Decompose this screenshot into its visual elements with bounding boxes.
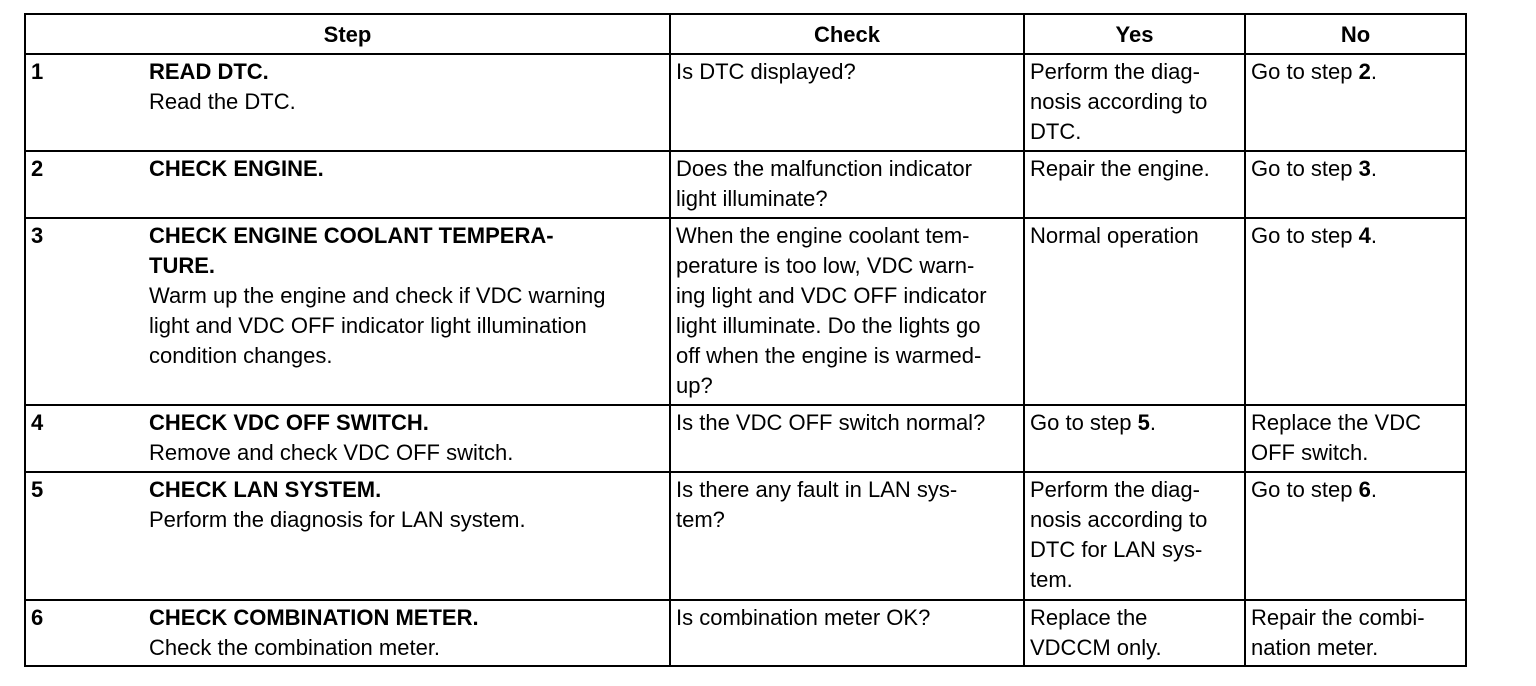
check-text: Is combination meter OK? <box>676 605 931 630</box>
no-text-prefix: Go to step <box>1251 223 1359 248</box>
check-text: Is DTC displayed? <box>676 59 856 84</box>
table-row <box>25 472 1466 600</box>
yes-text-prefix: Go to step <box>1030 410 1138 435</box>
step-title: READ DTC. <box>149 59 269 84</box>
no-text-suffix: . <box>1370 59 1377 84</box>
yes-text: Normal operation <box>1030 223 1199 248</box>
step-cell <box>145 54 670 151</box>
diagnosis-table <box>24 13 1467 667</box>
step-cell <box>145 151 670 218</box>
step-number: 6 <box>25 600 145 666</box>
step-title: CHECK VDC OFF SWITCH. <box>149 410 429 435</box>
no-cell <box>1245 600 1466 666</box>
step-description: Check the combination meter. <box>149 635 441 660</box>
yes-cell <box>1024 600 1245 666</box>
check-cell <box>670 151 1024 218</box>
table-row <box>25 151 1466 218</box>
check-text: Does the malfunction indicator light illuminate? <box>676 156 972 211</box>
step-cell <box>145 405 670 472</box>
yes-cell <box>1024 54 1245 151</box>
no-cell <box>1245 218 1466 405</box>
check-cell <box>670 54 1024 151</box>
yes-text: Perform the diag- nosis according to DTC for LAN sys- tem. <box>1030 477 1208 592</box>
step-cell <box>145 600 670 666</box>
header-step: Step <box>25 14 670 54</box>
step-number: 3 <box>25 218 145 405</box>
no-text-suffix: . <box>1370 223 1377 248</box>
table-row <box>25 600 1466 666</box>
yes-text-suffix: . <box>1149 410 1156 435</box>
no-text: Repair the combi- nation meter. <box>1251 605 1425 660</box>
check-cell <box>670 405 1024 472</box>
step-description: Perform the diagnosis for LAN system. <box>149 507 526 532</box>
no-text: Replace the VDC OFF switch. <box>1251 410 1421 465</box>
no-text-prefix: Go to step <box>1251 156 1359 181</box>
check-text: Is the VDC OFF switch normal? <box>676 410 986 435</box>
no-cell <box>1245 151 1466 218</box>
yes-step-ref: 5 <box>1137 410 1150 435</box>
check-cell <box>670 472 1024 600</box>
step-number: 1 <box>25 54 145 151</box>
no-text-suffix: . <box>1370 156 1377 181</box>
step-cell <box>145 472 670 600</box>
no-step-ref: 6 <box>1358 477 1371 502</box>
step-number: 4 <box>25 405 145 472</box>
table-row <box>25 54 1466 151</box>
table-row <box>25 218 1466 405</box>
step-cell <box>145 218 670 405</box>
no-text-prefix: Go to step <box>1251 477 1359 502</box>
table-row <box>25 405 1466 472</box>
no-step-ref: 2 <box>1358 59 1371 84</box>
no-cell <box>1245 472 1466 600</box>
step-title: CHECK ENGINE COOLANT TEMPERA- TURE. <box>149 223 554 278</box>
header-yes: Yes <box>1024 14 1245 54</box>
no-text-suffix: . <box>1370 477 1377 502</box>
yes-text: Perform the diag- nosis according to DTC. <box>1030 59 1208 144</box>
step-description: Remove and check VDC OFF switch. <box>149 440 514 465</box>
yes-cell <box>1024 151 1245 218</box>
step-title: CHECK ENGINE. <box>149 156 324 181</box>
no-step-ref: 4 <box>1358 223 1371 248</box>
step-title: CHECK COMBINATION METER. <box>149 605 479 630</box>
yes-text: Replace the VDCCM only. <box>1030 605 1162 660</box>
yes-cell <box>1024 472 1245 600</box>
check-cell <box>670 218 1024 405</box>
check-cell <box>670 600 1024 666</box>
check-text: Is there any fault in LAN sys- tem? <box>676 477 958 532</box>
step-number: 2 <box>25 151 145 218</box>
yes-text: Repair the engine. <box>1030 156 1210 181</box>
yes-cell <box>1024 218 1245 405</box>
step-title: CHECK LAN SYSTEM. <box>149 477 382 502</box>
check-text: When the engine coolant tem- perature is too low, VDC warn- ing light and VDC OFF indicator light illuminate. Do the lights go off when the engine is warmed- up? <box>676 223 987 398</box>
step-description: Read the DTC. <box>149 89 296 114</box>
no-step-ref: 3 <box>1358 156 1371 181</box>
step-number: 5 <box>25 472 145 600</box>
header-no: No <box>1245 14 1466 54</box>
no-cell <box>1245 405 1466 472</box>
step-description: Warm up the engine and check if VDC warning light and VDC OFF indicator light illumination condition changes. <box>149 283 606 368</box>
no-text-prefix: Go to step <box>1251 59 1359 84</box>
no-cell <box>1245 54 1466 151</box>
header-row <box>25 14 1466 54</box>
yes-cell <box>1024 405 1245 472</box>
header-check: Check <box>670 14 1024 54</box>
